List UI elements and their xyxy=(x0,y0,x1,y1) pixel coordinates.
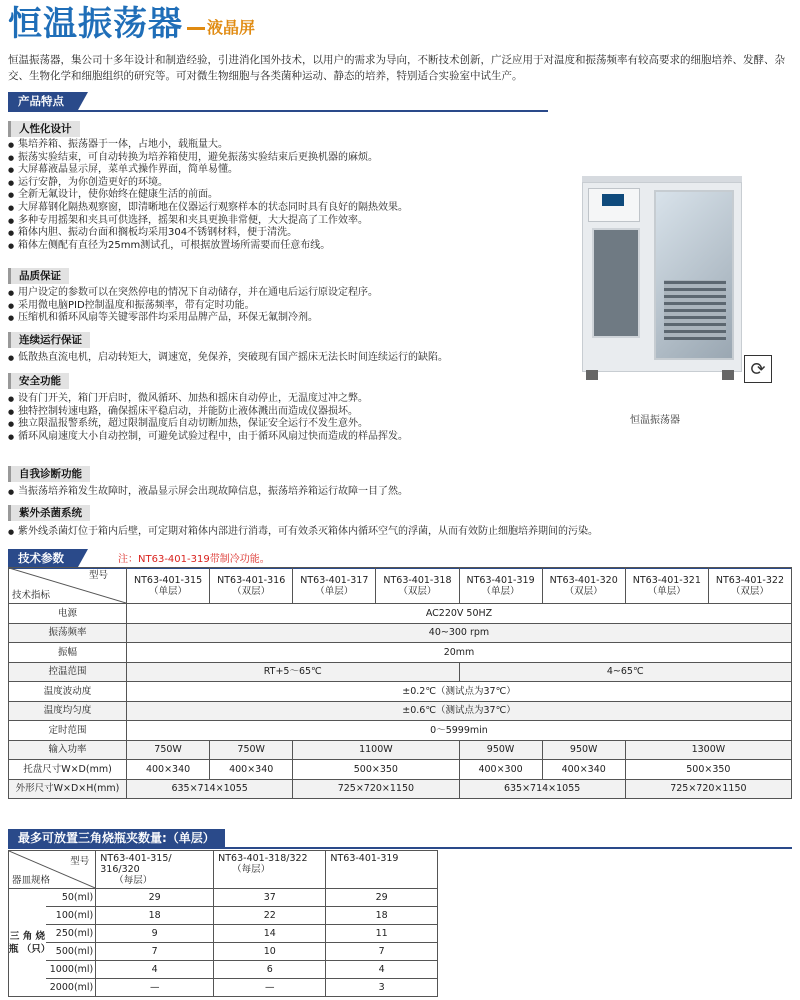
spec-title: 技术参数 xyxy=(8,549,78,567)
spec-row xyxy=(9,623,792,643)
capacity-cell: 10 xyxy=(214,943,326,961)
spec-cell: 20mm xyxy=(127,643,792,663)
spec-cell: 1100W xyxy=(293,740,459,760)
section-title-uv: 紫外杀菌系统 xyxy=(8,505,90,521)
row-group-label: 三 角 烧 瓶 （只） xyxy=(9,889,46,997)
section-title-quality: 品质保证 xyxy=(8,268,69,284)
flask-volume: 2000(ml) xyxy=(46,979,96,997)
spec-corner-header xyxy=(9,568,127,604)
capacity-row xyxy=(9,889,438,907)
model-name: NT63-401-315 xyxy=(134,574,203,586)
model-header xyxy=(708,568,791,604)
model-type: （单层） xyxy=(647,585,686,597)
feature-item: ● 低散热直流电机，启动转矩大，调速宽，免保养，突破现有国产摇床无法长时间连续运行的缺陷。 xyxy=(8,352,448,365)
capacity-cell: 18 xyxy=(96,907,214,925)
feature-item: ● 振荡实验结束，可自动转换为培养箱使用，避免振荡实验结束后更换机器的麻烦。 xyxy=(8,152,408,165)
capacity-cell: 3 xyxy=(326,979,438,997)
spec-row-label: 定时范围 xyxy=(9,721,127,741)
model-name: NT63-401-318/322 xyxy=(218,853,308,864)
model-type: （单层） xyxy=(149,585,188,597)
section-title-diagnosis: 自我诊断功能 xyxy=(8,466,90,482)
spec-row xyxy=(9,779,792,799)
feature-item: ● 独立限温报警系统，超过限制温度后自动切断加热，保证安全运行不发生意外。 xyxy=(8,418,408,431)
section-title-continuous: 连续运行保证 xyxy=(8,332,90,348)
spec-cell: 500×350 xyxy=(293,760,459,780)
spec-cell: 1300W xyxy=(625,740,791,760)
spec-cell: 500×350 xyxy=(625,760,791,780)
feature-item: ● 循环风扇速度大小自动控制，可避免试验过程中，由于循环风扇过快而造成的样品挥发。 xyxy=(8,431,408,444)
lcd-screen xyxy=(602,194,624,206)
capacity-row xyxy=(9,961,438,979)
corner-index-label: 技术指标 xyxy=(12,590,51,601)
feature-item: ● 多种专用摇架和夹具可供选择，摇架和夹具更换非常便，大大提高了工作效率。 xyxy=(8,215,408,228)
spec-cell: 0～5999min xyxy=(127,721,792,741)
spec-cell: 635×714×1055 xyxy=(127,779,293,799)
capacity-cell: 11 xyxy=(326,925,438,943)
spec-row-label: 输入功率 xyxy=(9,740,127,760)
spec-cell: 950W xyxy=(542,740,625,760)
capacity-cell: 4 xyxy=(326,961,438,979)
model-name: NT63-401-321 xyxy=(632,574,701,586)
title-subtitle xyxy=(187,12,255,44)
model-name: NT63-401-318 xyxy=(383,574,452,586)
spec-cell: 725×720×1150 xyxy=(625,779,791,799)
title-main: 恒温振荡器 xyxy=(8,4,183,44)
feature-item: ● 大屏幕液晶显示屏，菜单式操作界面，简单易懂。 xyxy=(8,164,408,177)
feature-item: ● 压缩机和循环风扇等关键零部件均采用品牌产品，环保无氟制冷剂。 xyxy=(8,312,378,325)
spec-cell: 400×340 xyxy=(210,760,293,780)
capacity-row xyxy=(9,907,438,925)
model-name: NT63-401-316 xyxy=(217,574,286,586)
spec-cell: 4~65℃ xyxy=(459,662,792,682)
spec-cell: RT+5～65℃ xyxy=(127,662,460,682)
spec-row-label: 外形尺寸W×D×H(mm) xyxy=(9,779,127,799)
subtitle-text: 液晶屏 xyxy=(207,18,256,37)
spec-row xyxy=(9,740,792,760)
spec-row-label: 振荡频率 xyxy=(9,623,127,643)
spec-row-label: 控温范围 xyxy=(9,662,127,682)
spec-cell: 750W xyxy=(210,740,293,760)
feature-item: ● 箱体内胆、振动台面和搁板均采用304不锈钢材料，便于清洗。 xyxy=(8,227,408,240)
capacity-cell: 9 xyxy=(96,925,214,943)
image-caption: 恒温振荡器 xyxy=(630,415,680,426)
features-title: 产品特点 xyxy=(8,92,78,110)
feature-item: ● 箱体左侧配有直径为25mm测试孔，可根据放置场所需要而任意布线。 xyxy=(8,240,408,253)
capacity-table xyxy=(8,850,438,997)
capacity-row xyxy=(9,925,438,943)
capacity-cell: 18 xyxy=(326,907,438,925)
spec-row xyxy=(9,662,792,682)
flask-volume: 1000(ml) xyxy=(46,961,96,979)
capacity-cell: 29 xyxy=(96,889,214,907)
model-name: NT63-401-319 xyxy=(330,853,399,864)
features-header xyxy=(8,92,548,110)
capacity-cell: 22 xyxy=(214,907,326,925)
model-name: NT63-401-322 xyxy=(715,574,784,586)
spec-row xyxy=(9,643,792,663)
flask-volume: 50(ml) xyxy=(46,889,96,907)
feature-item: ● 独特控制转速电路，确保摇床平稳启动，并能防止液体溅出而造成仪器损坏。 xyxy=(8,406,408,419)
model-type: （双层） xyxy=(398,585,437,597)
spec-row-label: 电源 xyxy=(9,604,127,624)
spec-cell: AC220V 50HZ xyxy=(127,604,792,624)
shaker-rack xyxy=(664,280,726,340)
corner-model-label: 型号 xyxy=(70,856,90,867)
spec-cell: 950W xyxy=(459,740,542,760)
product-image xyxy=(572,170,757,390)
model-type: （单层） xyxy=(481,585,520,597)
spec-table xyxy=(8,567,792,799)
model-header xyxy=(625,568,708,604)
rotate-icon[interactable]: ⟳ xyxy=(744,355,772,383)
model-name: NT63-401-319 xyxy=(466,574,535,586)
feature-item: ● 设有门开关，箱门开启时，微风循环、加热和摇床自动停止，无温度过冲之弊。 xyxy=(8,393,408,406)
section-list-quality xyxy=(8,287,378,325)
spec-cell: 400×300 xyxy=(459,760,542,780)
flask-volume: 500(ml) xyxy=(46,943,96,961)
section-title-humanized: 人性化设计 xyxy=(8,121,80,137)
model-header xyxy=(127,568,210,604)
spec-row xyxy=(9,682,792,702)
capacity-row xyxy=(9,943,438,961)
capacity-cell: 4 xyxy=(96,961,214,979)
capacity-title: 最多可放置三角烧瓶夹数量:（单层） xyxy=(8,829,225,847)
model-type: （每层） xyxy=(232,864,271,875)
model-header xyxy=(376,568,459,604)
spec-cell: 635×714×1055 xyxy=(459,779,625,799)
capacity-cell: 37 xyxy=(214,889,326,907)
spec-row xyxy=(9,701,792,721)
capacity-header xyxy=(8,829,792,847)
spec-note: 注：NT63-401-319带制冷功能。 xyxy=(118,554,270,565)
model-header xyxy=(542,568,625,604)
section-list-uv xyxy=(8,526,598,539)
model-type: （每层） xyxy=(114,875,153,886)
spec-row-label: 托盘尺寸W×D(mm) xyxy=(9,760,127,780)
page-title xyxy=(8,2,255,44)
spec-cell: ±0.2℃（测试点为37℃） xyxy=(127,682,792,702)
capacity-model-header xyxy=(96,851,214,889)
model-header xyxy=(459,568,542,604)
dash-decoration xyxy=(187,27,205,30)
spec-cell: 725×720×1150 xyxy=(293,779,459,799)
section-list-safety xyxy=(8,393,408,443)
capacity-cell: — xyxy=(214,979,326,997)
spec-row xyxy=(9,760,792,780)
cabinet-foot-right xyxy=(722,370,734,380)
capacity-cell: 29 xyxy=(326,889,438,907)
capacity-cell: 14 xyxy=(214,925,326,943)
capacity-cell: — xyxy=(96,979,214,997)
model-type: （双层） xyxy=(730,585,769,597)
capacity-row xyxy=(9,979,438,997)
intro-paragraph: 恒温振荡器，集公司十多年设计和制造经验，引进消化国外技术，以用户的需求为导向，不断技术创新，广泛应用于对温度和振荡频率有较高要求的细胞培养、发酵、杂交、生物化学和细胞组织的研究等。可对微生物细胞与各类菌种运动、静态的培养，特别适合实验室中试生产。 xyxy=(8,54,785,82)
spec-cell: 40~300 rpm xyxy=(127,623,792,643)
feature-item: ● 紫外线杀菌灯位于箱内后壁，可定期对箱体内部进行消毒，可有效杀灭箱体内循环空气的浮菌，从而有效防止细胞培养期间的污染。 xyxy=(8,526,598,539)
feature-item: ● 用户设定的参数可以在突然停电的情况下自动储存，并在通电后运行原设定程序。 xyxy=(8,287,378,300)
model-header xyxy=(210,568,293,604)
flask-volume: 100(ml) xyxy=(46,907,96,925)
feature-item: ● 运行安静，为你创造更好的环境。 xyxy=(8,177,408,190)
capacity-model-header xyxy=(214,851,326,889)
features-underline xyxy=(8,110,548,112)
spec-row-label: 振幅 xyxy=(9,643,127,663)
model-type: （双层） xyxy=(564,585,603,597)
capacity-cell: 7 xyxy=(326,943,438,961)
spec-row-label: 温度波动度 xyxy=(9,682,127,702)
feature-item: ● 当振荡培养箱发生故障时，液晶显示屏会出现故障信息，振荡培养箱运行故障一目了然。 xyxy=(8,486,408,499)
side-window xyxy=(592,228,640,338)
spec-cell: 400×340 xyxy=(542,760,625,780)
section-list-continuous xyxy=(8,352,448,365)
capacity-model-header xyxy=(326,851,438,889)
spec-row xyxy=(9,604,792,624)
feature-item: ● 集培养箱、振荡器于一体，占地小，载瓶量大。 xyxy=(8,139,408,152)
capacity-underline xyxy=(8,847,792,849)
corner-model-label: 型号 xyxy=(88,570,108,581)
feature-item: ● 采用微电脑PID控制温度和振荡频率，带有定时功能。 xyxy=(8,300,378,313)
model-type: （双层） xyxy=(232,585,271,597)
feature-item: ● 全新无氟设计，使你始终在健康生活的前面。 xyxy=(8,189,408,202)
model-name: NT63-401-317 xyxy=(300,574,369,586)
model-name: NT63-401-315/ 316/320 xyxy=(100,853,172,875)
section-list-diagnosis xyxy=(8,486,408,499)
section-list-humanized xyxy=(8,139,408,252)
spec-row xyxy=(9,721,792,741)
flask-volume: 250(ml) xyxy=(46,925,96,943)
spec-cell: 750W xyxy=(127,740,210,760)
model-header xyxy=(293,568,376,604)
spec-cell: ±0.6℃（测试点为37℃） xyxy=(127,701,792,721)
cabinet-foot-left xyxy=(586,370,598,380)
section-title-safety: 安全功能 xyxy=(8,373,69,389)
capacity-cell: 6 xyxy=(214,961,326,979)
spec-cell: 400×340 xyxy=(127,760,210,780)
corner-spec-label: 器皿规格 xyxy=(12,875,51,886)
feature-item: ● 大屏幕钢化隔热观察窗，即清晰地在仪器运行观察样本的状态同时具有良好的隔热效果。 xyxy=(8,202,408,215)
capacity-corner-header xyxy=(9,851,96,889)
spec-row-label: 温度均匀度 xyxy=(9,701,127,721)
capacity-cell: 7 xyxy=(96,943,214,961)
model-type: （单层） xyxy=(315,585,354,597)
model-name: NT63-401-320 xyxy=(549,574,618,586)
